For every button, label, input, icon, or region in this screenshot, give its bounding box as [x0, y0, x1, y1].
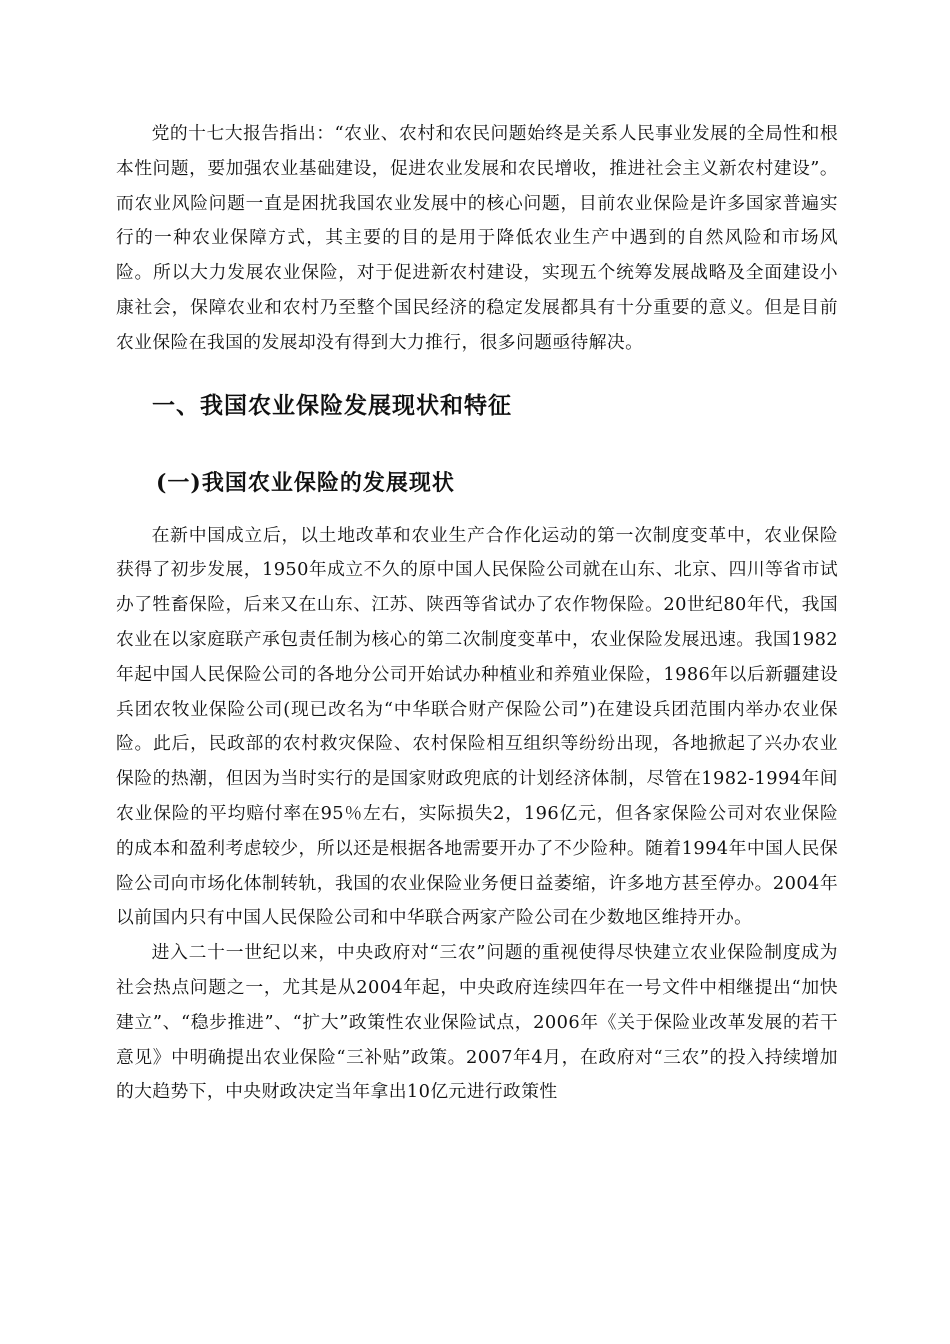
- subsection-heading: (一)我国农业保险的发展现状: [156, 469, 455, 496]
- body-paragraph-2: 进入二十一世纪以来，中央政府对“三农”问题的重视使得尽快建立农业保险制度成为社会热点问题之一，尤其是从2004年起，中央政府连续四年在一号文件中相继提出“加快建立”、“稳步推进”、“扩大”政策性农业保险试点，2006年《关于保险业改革发展的若干意见》中明确提出农业保险“三补贴”政策。2007年4月，在政府对“三农”的投入持续增加的大趋势下，中央财政决定当年拿出10亿元进行政策性: [116, 942, 838, 1103]
- spacer: [116, 498, 838, 519]
- body-paragraph-1: 在新中国成立后，以土地改革和农业生产合作化运动的第一次制度变革中，农业保险获得了初步发展，1950年成立不久的原中国人民保险公司就在山东、北京、四川等省市试办了牲畜保险，后来又在山东、江苏、陕西等省试办了农作物保险。20世纪80年代，我国农业在以家庭联产承包责任制为核心的第二次制度变革中，农业保险发展迅速。我国1982年起中国人民保险公司的各地分公司开始试办种植业和养殖业保险，1986年以后新疆建设兵团农牧业保险公司(现已改名为“中华联合财产保险公司”)在建设兵团范围内举办农业保险。此后，民政部的农村救灾保险、农村保险相互组织等纷纷出现，各地掀起了兴办农业保险的热潮，但因为当时实行的是国家财政兜底的计划经济体制，尽管在1982-1994年间农业保险的平均赔付率在95％左右，实际损失2，196亿元，但各家保险公司对农业保险的成本和盈利考虑较少，所以还是根据各地需要开办了不少险种。随着1994年中国人民保险公司向市场化体制转轨，我国的农业保险业务便日益萎缩，许多地方甚至停办。2004年以前国内只有中国人民保险公司和中华联合两家产险公司在少数地区维持开办。: [116, 524, 838, 929]
- document-page: [116, 117, 838, 1110]
- section-heading: 一、我国农业保险发展现状和特征: [152, 392, 512, 419]
- spacer: [116, 361, 838, 391]
- intro-paragraph: 党的十七大报告指出：“农业、农村和农民问题始终是关系人民事业发展的全局性和根本性问题，要加强农业基础建设，促进农业发展和农民增收，推进社会主义新农村建设”。而农业风险问题一直是困扰我国农业发展中的核心问题，目前农业保险是许多国家普遍实行的一种农业保障方式，其主要的目的是用于降低农业生产中遇到的自然风险和市场风险。所以大力发展农业保险，对于促进新农村建设，实现五个统筹发展战略及全面建设小康社会，保障农业和农村乃至整个国民经济的稳定发展都具有十分重要的意义。但是目前农业保险在我国的发展却没有得到大力推行，很多问题亟待解决。: [116, 123, 838, 353]
- spacer: [116, 421, 838, 468]
